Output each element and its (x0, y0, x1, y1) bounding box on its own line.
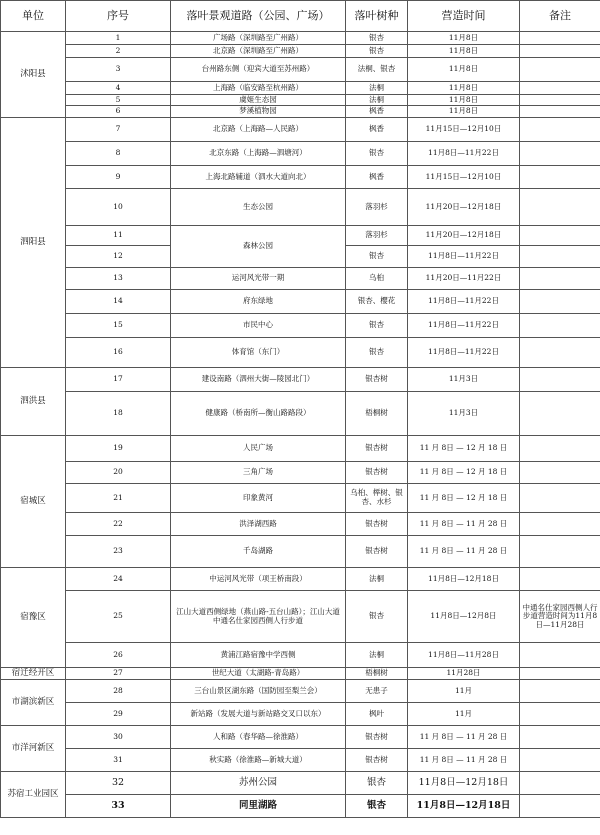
table-row (1, 462, 600, 484)
note-cell (520, 45, 600, 58)
number-cell: 12 (66, 246, 171, 268)
road-cell: 北京路（深圳路至广州路） (171, 45, 346, 58)
tree-cell: 枫香 (346, 166, 408, 189)
table-row (1, 290, 600, 314)
road-cell: 秋实路（徐淮路—新城大道） (171, 749, 346, 772)
time-cell: 11 月 8日 — 12 月 18 日 (408, 436, 520, 462)
note-cell (520, 166, 600, 189)
number-cell: 32 (66, 772, 171, 795)
note-cell (520, 436, 600, 462)
note-cell (520, 536, 600, 568)
note-cell (520, 246, 600, 268)
road-cell: 北京路（上海路—人民路） (171, 118, 346, 142)
note-cell (520, 703, 600, 726)
tree-cell: 枫香 (346, 118, 408, 142)
table-row (1, 268, 600, 290)
unit-cell: 市洋河新区 (1, 726, 66, 772)
tree-cell: 银杏树 (346, 436, 408, 462)
number-cell: 20 (66, 462, 171, 484)
note-cell (520, 142, 600, 166)
table-row (1, 680, 600, 703)
table-row (1, 668, 600, 680)
table-row (1, 726, 600, 749)
number-cell: 14 (66, 290, 171, 314)
number-cell: 31 (66, 749, 171, 772)
tree-cell: 法桐 (346, 643, 408, 668)
road-cell: 台州路东侧（迎宾大道至苏州路） (171, 58, 346, 82)
road-cell: 同里湖路 (171, 795, 346, 818)
road-cell: 人民广场 (171, 436, 346, 462)
time-cell: 11月8日—12月18日 (408, 772, 520, 795)
number-cell: 26 (66, 643, 171, 668)
table-row (1, 106, 600, 118)
note-cell (520, 189, 600, 226)
time-cell: 11月8日—12月18日 (408, 568, 520, 591)
number-cell: 2 (66, 45, 171, 58)
time-cell: 11 月 8日 — 12 月 18 日 (408, 462, 520, 484)
number-cell: 23 (66, 536, 171, 568)
time-cell: 11月8日—11月22日 (408, 338, 520, 368)
time-cell: 11月8日—11月22日 (408, 290, 520, 314)
table-row (1, 568, 600, 591)
note-cell (520, 338, 600, 368)
number-cell: 7 (66, 118, 171, 142)
number-cell: 17 (66, 368, 171, 392)
time-cell: 11月8日 (408, 82, 520, 95)
note-cell (520, 568, 600, 591)
note-cell (520, 392, 600, 436)
note-cell (520, 484, 600, 513)
table-row (1, 536, 600, 568)
road-cell: 府东绿地 (171, 290, 346, 314)
number-cell: 1 (66, 32, 171, 45)
road-cell: 黄浦江路宿豫中学西侧 (171, 643, 346, 668)
number-cell: 10 (66, 189, 171, 226)
road-cell: 生态公园 (171, 189, 346, 226)
tree-cell: 银杏 (346, 32, 408, 45)
tree-cell: 法桐 (346, 568, 408, 591)
number-cell: 18 (66, 392, 171, 436)
road-cell: 苏州公园 (171, 772, 346, 795)
tree-cell: 落羽杉 (346, 226, 408, 246)
time-cell: 11月8日—11月22日 (408, 246, 520, 268)
unit-cell: 宿迁经开区 (1, 668, 66, 680)
tree-cell: 银杏树 (346, 462, 408, 484)
tree-cell: 无患子 (346, 680, 408, 703)
number-cell: 8 (66, 142, 171, 166)
table-row (1, 226, 600, 246)
number-cell: 13 (66, 268, 171, 290)
note-cell (520, 643, 600, 668)
road-cell: 森林公园 (171, 226, 346, 268)
time-cell: 11 月 8日 — 11 月 28 日 (408, 536, 520, 568)
road-cell: 三台山景区湖东路（国防园至梨兰会） (171, 680, 346, 703)
tree-cell: 银杏、樱花 (346, 290, 408, 314)
time-cell: 11 月 8日 — 12 月 18 日 (408, 484, 520, 513)
table-row (1, 703, 600, 726)
road-cell: 千岛湖路 (171, 536, 346, 568)
table-row (1, 58, 600, 82)
table-row (1, 643, 600, 668)
note-cell (520, 462, 600, 484)
time-cell: 11月8日—12月8日 (408, 591, 520, 643)
time-cell: 11 月 8日 — 11 月 28 日 (408, 726, 520, 749)
table-row (1, 32, 600, 45)
table-row (1, 392, 600, 436)
time-cell: 11月8日—11月22日 (408, 314, 520, 338)
note-cell (520, 749, 600, 772)
tree-cell: 乌桕 (346, 268, 408, 290)
tree-cell: 法桐 (346, 95, 408, 106)
note-cell (520, 95, 600, 106)
number-cell: 24 (66, 568, 171, 591)
time-cell: 11月8日—11月22日 (408, 142, 520, 166)
note-cell (520, 795, 600, 818)
note-cell (520, 32, 600, 45)
tree-cell: 银杏树 (346, 726, 408, 749)
note-cell (520, 118, 600, 142)
header-unit: 单位 (1, 1, 66, 32)
note-cell (520, 680, 600, 703)
road-cell: 体育馆（东门） (171, 338, 346, 368)
note-cell (520, 668, 600, 680)
note-cell (520, 513, 600, 536)
note-cell (520, 82, 600, 95)
note-cell (520, 772, 600, 795)
time-cell: 11月8日—11月28日 (408, 643, 520, 668)
header-time: 营造时间 (408, 1, 520, 32)
tree-cell: 银杏 (346, 142, 408, 166)
table-row (1, 772, 600, 795)
number-cell: 33 (66, 795, 171, 818)
road-cell: 广场路（深圳路至广州路） (171, 32, 346, 45)
time-cell: 11月 (408, 703, 520, 726)
number-cell: 22 (66, 513, 171, 536)
note-cell (520, 58, 600, 82)
road-cell: 江山大道西侧绿地（燕山路-五台山路）；江山大道中通名仕家园西侧人行步道 (171, 591, 346, 643)
tree-cell: 枫香 (346, 106, 408, 118)
note-cell: 中通名仕家园西侧人行步道营造时间为11月8日—11月28日 (520, 591, 600, 643)
header-row (1, 1, 600, 32)
time-cell: 11月8日 (408, 58, 520, 82)
time-cell: 11月8日—12月18日 (408, 795, 520, 818)
tree-cell: 银杏 (346, 314, 408, 338)
time-cell: 11月8日 (408, 45, 520, 58)
note-cell (520, 726, 600, 749)
road-cell: 人和路（春华路—徐淮路） (171, 726, 346, 749)
table-row (1, 314, 600, 338)
number-cell: 28 (66, 680, 171, 703)
note-cell (520, 106, 600, 118)
table-row (1, 82, 600, 95)
note-cell (520, 268, 600, 290)
number-cell: 15 (66, 314, 171, 338)
note-cell (520, 368, 600, 392)
road-cell: 上海北路辅道（泗水大道向北） (171, 166, 346, 189)
number-cell: 9 (66, 166, 171, 189)
road-cell: 三角广场 (171, 462, 346, 484)
note-cell (520, 290, 600, 314)
tree-cell: 银杏树 (346, 513, 408, 536)
table-row (1, 189, 600, 226)
time-cell: 11月20日—12月18日 (408, 226, 520, 246)
road-cell: 世纪大道（太湖路-青岛路） (171, 668, 346, 680)
road-cell: 市民中心 (171, 314, 346, 338)
number-cell: 4 (66, 82, 171, 95)
time-cell: 11月3日 (408, 392, 520, 436)
unit-cell: 沭阳县 (1, 32, 66, 118)
time-cell: 11月3日 (408, 368, 520, 392)
time-cell: 11 月 8日 — 11 月 28 日 (408, 749, 520, 772)
table-row (1, 95, 600, 106)
table-row (1, 45, 600, 58)
unit-cell: 苏宿工业园区 (1, 772, 66, 818)
number-cell: 5 (66, 95, 171, 106)
time-cell: 11月8日 (408, 32, 520, 45)
tree-cell: 银杏 (346, 795, 408, 818)
tree-cell: 银杏 (346, 246, 408, 268)
road-cell: 梦溪植物园 (171, 106, 346, 118)
table-row (1, 436, 600, 462)
number-cell: 3 (66, 58, 171, 82)
tree-cell: 银杏 (346, 591, 408, 643)
tree-cell: 法桐、银杏 (346, 58, 408, 82)
note-cell (520, 314, 600, 338)
header-number: 序号 (66, 1, 171, 32)
road-cell: 上海路（临安路至杭州路） (171, 82, 346, 95)
number-cell: 27 (66, 668, 171, 680)
table-row (1, 749, 600, 772)
tree-cell: 银杏 (346, 772, 408, 795)
road-cell: 北京东路（上海路—泗塘河） (171, 142, 346, 166)
tree-cell: 乌桕、榉树、银杏、水杉 (346, 484, 408, 513)
tree-cell: 枫叶 (346, 703, 408, 726)
time-cell: 11月 (408, 680, 520, 703)
time-cell: 11月20日—11月22日 (408, 268, 520, 290)
number-cell: 29 (66, 703, 171, 726)
number-cell: 16 (66, 338, 171, 368)
unit-cell: 宿豫区 (1, 568, 66, 668)
number-cell: 21 (66, 484, 171, 513)
time-cell: 11月8日 (408, 106, 520, 118)
table-row (1, 338, 600, 368)
table-row (1, 591, 600, 643)
table-body (1, 32, 600, 818)
tree-cell: 银杏 (346, 338, 408, 368)
road-cell: 洪泽湖西路 (171, 513, 346, 536)
time-cell: 11月20日—12月18日 (408, 189, 520, 226)
number-cell: 19 (66, 436, 171, 462)
unit-cell: 泗洪县 (1, 368, 66, 436)
number-cell: 6 (66, 106, 171, 118)
table-row (1, 795, 600, 818)
table-row (1, 484, 600, 513)
tree-cell: 落羽杉 (346, 189, 408, 226)
road-cell: 虞姬生态园 (171, 95, 346, 106)
road-cell: 新站路（发展大道与新站路交叉口以东） (171, 703, 346, 726)
table-row (1, 118, 600, 142)
note-cell (520, 226, 600, 246)
table-row (1, 166, 600, 189)
tree-cell: 银杏树 (346, 368, 408, 392)
unit-cell: 宿城区 (1, 436, 66, 568)
table-row (1, 142, 600, 166)
tree-cell: 法桐 (346, 82, 408, 95)
time-cell: 11月15日—12月10日 (408, 166, 520, 189)
road-cell: 建设南路（泗州大街—陵园北门） (171, 368, 346, 392)
header-note: 备注 (520, 1, 600, 32)
table-row (1, 513, 600, 536)
road-cell: 运河风光带一期 (171, 268, 346, 290)
road-cell: 中运河风光带（项王桥南段） (171, 568, 346, 591)
number-cell: 11 (66, 226, 171, 246)
tree-cell: 梧桐树 (346, 392, 408, 436)
tree-cell: 梧桐树 (346, 668, 408, 680)
unit-cell: 市湖滨新区 (1, 680, 66, 726)
tree-cell: 银杏树 (346, 749, 408, 772)
road-cell: 印象黄河 (171, 484, 346, 513)
number-cell: 25 (66, 591, 171, 643)
time-cell: 11 月 8日 — 11 月 28 日 (408, 513, 520, 536)
table-row (1, 368, 600, 392)
time-cell: 11月15日—12月10日 (408, 118, 520, 142)
header-tree: 落叶树种 (346, 1, 408, 32)
time-cell: 11月28日 (408, 668, 520, 680)
time-cell: 11月8日 (408, 95, 520, 106)
unit-cell: 泗阳县 (1, 118, 66, 368)
tree-cell: 银杏树 (346, 536, 408, 568)
road-cell: 健康路（桥南所—衡山路路段） (171, 392, 346, 436)
tree-cell: 银杏 (346, 45, 408, 58)
header-road: 落叶景观道路（公园、广场） (171, 1, 346, 32)
number-cell: 30 (66, 726, 171, 749)
